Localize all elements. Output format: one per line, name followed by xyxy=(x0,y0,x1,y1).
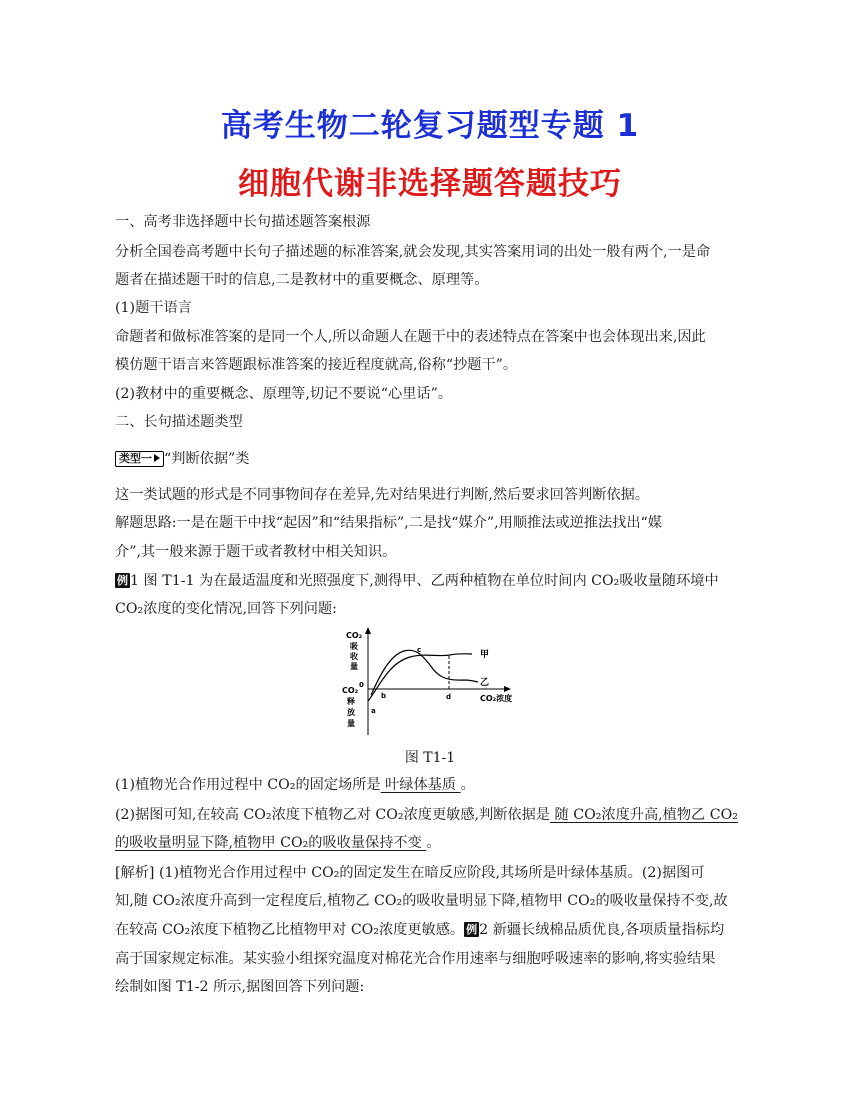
y-label-top-3: 收 xyxy=(350,652,358,661)
question2-answer-part1: 随 CO₂浓度升高,植物乙 CO₂ xyxy=(550,807,738,823)
point-label-a: a xyxy=(371,707,376,715)
point-label-b: b xyxy=(381,692,387,700)
type1-title: “判断依据”类 xyxy=(164,451,250,467)
section1-heading: 一、高考非选择题中长句描述题答案根源 xyxy=(115,214,371,230)
list-item: (2)教材中的重要概念、原理等,切记不要说“心里话”。 xyxy=(115,386,453,402)
question1-answer: 叶绿体基质 xyxy=(380,777,461,793)
question2-answer-part2: 的吸收量明显下降,植物甲 CO₂的吸收量保持不变 xyxy=(115,835,427,851)
question2-suffix: 。 xyxy=(426,835,441,851)
y-label-bottom-2: 释 xyxy=(347,697,355,706)
y-label-bottom-3: 放 xyxy=(347,708,355,717)
example1-line1 xyxy=(115,571,719,591)
paragraph-line: 分析全国卷高考题中长句子描述题的标准答案,就会发现,其实答案用词的出处一般有两个,一是命 xyxy=(115,244,711,260)
paragraph-line: 高于国家规定标准。某实验小组探究温度对棉花光合作用速率与细胞呼吸速率的影响,将实验结果 xyxy=(115,951,716,967)
paragraph-line: 解题思路:一是在题干中找“起因”和“结果指标”,二是找“媒介”,用顺推法或逆推法找出“媒 xyxy=(115,515,662,531)
question2-line2 xyxy=(115,833,440,853)
paragraph-line: 模仿题干语言来答题跟标准答案的接近程度就高,俗称“抄题干”。 xyxy=(115,357,518,373)
question1-suffix: 。 xyxy=(460,777,475,793)
origin-label: 0 xyxy=(359,681,364,689)
y-label-bottom-1: CO₂ xyxy=(342,686,359,695)
y-label-bottom-4: 量 xyxy=(347,719,355,728)
paragraph-line: 这一类试题的形式是不同事物间存在差异,先对结果进行判断,然后要求回答判断依据。 xyxy=(115,487,649,503)
analysis-text: 在较高 CO₂浓度下植物乙比植物甲对 CO₂浓度更敏感。 xyxy=(115,922,465,938)
question1 xyxy=(115,775,475,795)
series-label-yi: 乙 xyxy=(480,678,490,688)
section2-heading: 二、长句描述题类型 xyxy=(115,414,243,430)
analysis-line: 知,随 CO₂浓度升高到一定程度后,植物乙 CO₂的吸收量明显下降,植物甲 CO₂的吸收量保持不变,故 xyxy=(115,893,728,909)
paragraph-line: CO₂浓度的变化情况,回答下列问题: xyxy=(115,601,337,617)
paragraph-line: 介”,其一般来源于题干或者教材中相关知识。 xyxy=(115,544,397,560)
paragraph-line: 题者在描述题干时的信息,二是教材中的重要概念、原理等。 xyxy=(115,272,489,288)
question1-prefix: (1)植物光合作用过程中 CO₂的固定场所是 xyxy=(115,777,381,793)
figure-caption: 图 T1-1 xyxy=(404,750,456,766)
example2-text: 新疆长绒棉品质优良,各项质量指标均 xyxy=(488,922,725,938)
point-label-d: d xyxy=(446,693,452,701)
question2-line1 xyxy=(115,805,738,825)
sub-title: 细胞代谢非选择题答题技巧 xyxy=(238,166,622,202)
example-badge: 例 xyxy=(117,574,128,587)
y-label-top-4: 量 xyxy=(350,662,358,671)
arrow-right-icon xyxy=(154,454,160,462)
list-item: (1)题干语言 xyxy=(115,300,192,316)
point-label-c: c xyxy=(417,646,422,654)
example-text: 图 T1-1 为在最适温度和光照强度下,测得甲、乙两种植物在单位时间内 CO₂吸收量随环境中 xyxy=(139,573,719,589)
example-badge: 例 xyxy=(466,923,478,936)
paragraph-line: 绘制如图 T1-2 所示,据图回答下列问题: xyxy=(115,979,365,995)
y-label-top-2: 吸 xyxy=(350,642,358,651)
type1-heading xyxy=(115,449,249,469)
example-number: 1 xyxy=(130,573,140,589)
analysis-line3 xyxy=(115,920,724,940)
type-badge-label: 类型一 xyxy=(119,452,152,465)
main-title: 高考生物二轮复习题型专题 1 xyxy=(220,108,640,144)
analysis-line: [解析] (1)植物光合作用过程中 CO₂的固定发生在暗反应阶段,其场所是叶绿体基质。(2)据图可 xyxy=(115,865,705,881)
example-number: 2 xyxy=(479,922,489,938)
question2-prefix: (2)据图可知,在较高 CO₂浓度下植物乙对 CO₂浓度更敏感,判断依据是 xyxy=(115,807,550,823)
series-label-jia: 甲 xyxy=(480,650,490,660)
type-badge xyxy=(115,451,164,467)
y-label-top-1: CO₂ xyxy=(346,631,363,640)
paragraph-line: 命题者和做标准答案的是同一个人,所以命题人在题干中的表述特点在答案中也会体现出来,因此 xyxy=(115,329,706,345)
x-axis-label: CO₂浓度 xyxy=(480,694,513,703)
figure-co2-curve xyxy=(338,625,528,737)
